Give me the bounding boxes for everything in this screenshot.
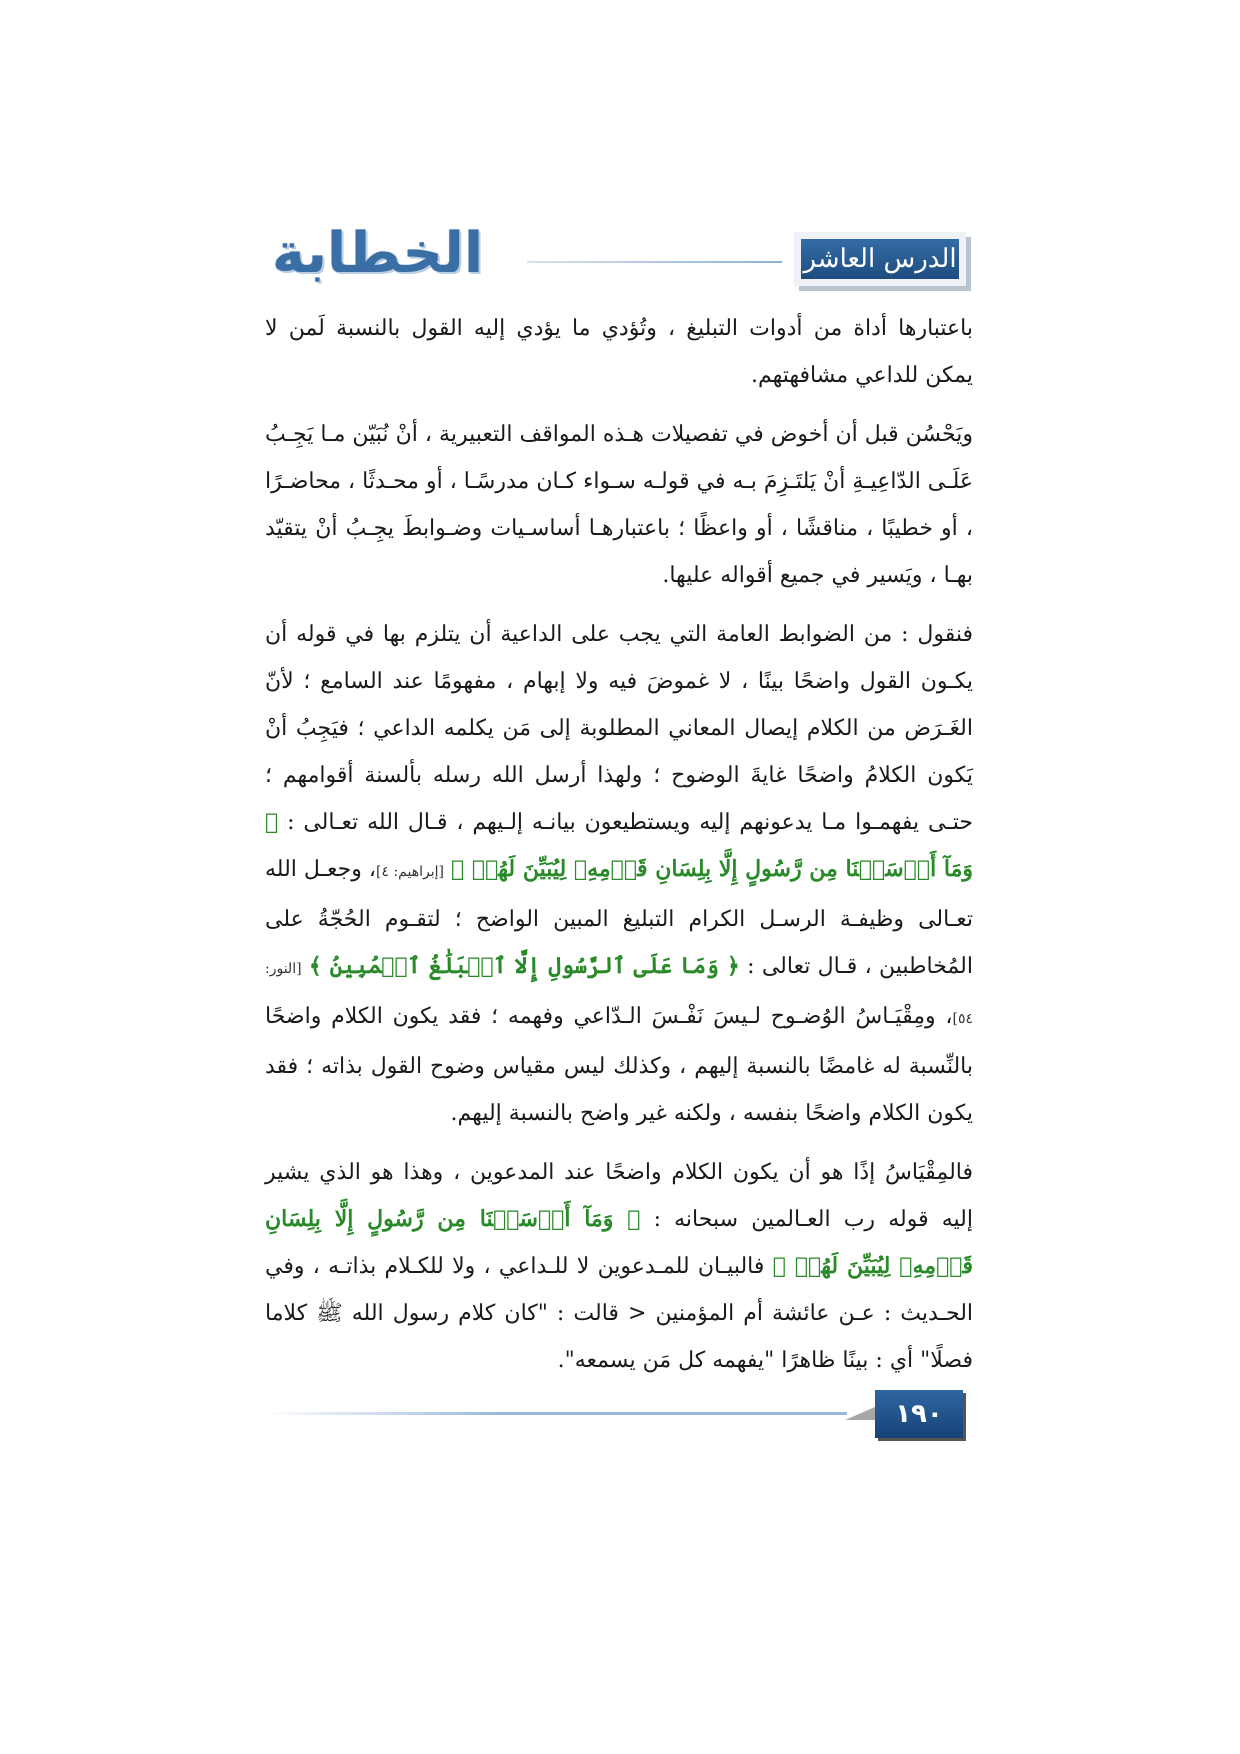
body-text xyxy=(265,305,973,1396)
paragraph-4-text-c: قالت : "كان كلام رسول الله ﷺ كلاما فصلًا" أي : بينًا ظاهرًا "يفهمه كل مَن يسمعه". xyxy=(265,1301,973,1373)
quran-verse-2: ﴿ وَمَا عَلَى ٱلرَّسُولِ إِلَّا ٱلۡبَلَٰغُ ٱلۡمُبِينُ ﴾ xyxy=(308,953,740,979)
header-divider xyxy=(527,261,782,263)
footer-shadow-wedge xyxy=(845,1407,875,1420)
paragraph-2: ويَحْسُن قبل أن أخوض في تفصيلات هـذه المواقف التعبيرية ، أنْ نُبَيّن مـا يَجِـبُ عَلَـى الدّاعِيـةِ أنْ يَلتَـزِمَ بـه في قولـه سـواء كـان مدرسًـا ، أو محـدثًا ، محاضـرًا ، أو خطيبًا ، مناقشًا ، أو واعظًا ؛ باعتبارهـا أساسـيات وضـوابطَ يجِـبُ أنْ يتقيّد بهـا ، ويَسير في جميع أقواله عليها. xyxy=(265,422,973,588)
honorific-marker: < xyxy=(627,1301,647,1326)
lesson-badge xyxy=(794,232,966,286)
quran-verse-1: ﴿ وَمَآ أَرۡسَلۡنَا مِن رَّسُولٍ إِلَّا بِلِسَانِ قَوۡمِهِۦ لِيُبَيِّنَ لَهُمۡ ﴾ xyxy=(265,809,973,882)
page-header xyxy=(262,221,972,292)
lesson-label: الدرس العاشر xyxy=(801,239,959,279)
footer-divider xyxy=(265,1412,847,1415)
paragraph-1: باعتبارها أداة من أدوات التبليغ ، وتُؤدي ما يؤدي إليه القول بالنسبة لَمن لا يمكن للداعي مشافهتهم. xyxy=(265,316,973,388)
paragraph-3-text-a: فنقول : من الضوابط العامة التي يجب على الداعية أن يتلزم بها في قوله أن يكـون القول واضحًا بينًا ، لا غموضَ فيه ولا إبهام ، مفهومًا عند السامع ؛ لأنّ الغَـرَض من الكلام إيصال المعاني المطلوبة إلى مَن يكلمه الداعي ؛ فيَجِبُ أنْ يَكون الكلامُ واضحًا غايةَ الوضوح ؛ ولهذا أرسل الله رسله بألسنة أقوامهم ؛ حتـى يفهمـوا مـا يدعونهم إليه ويستطيعون بيانـه إلـيهم ، قـال الله تعـالى : xyxy=(265,622,973,835)
paragraph-3-text-c: ، ومِقْيَـاسُ الوُضـوح لـيسَ نَفْـسَ الـدّاعي وفهمه ؛ فقد يكون الكلام واضحًا بالنِّسبة له غامضًا بالنسبة إليهم ، وكذلك ليس مقياس وضوح القول بذاته ؛ فقد يكون الكلام واضحًا بنفسه ، ولكنه غير واضح بالنسبة إليهم. xyxy=(265,1004,973,1126)
paragraph-4-text-a: فالمِقْيَاسُ إذًا هو أن يكون الكلام واضحًا عند المدعوين ، وهذا هو الذي يشير إليه قوله رب العـالمين سبحانه : xyxy=(265,1160,973,1232)
verse-reference-2: [النور: ٥٤] xyxy=(265,961,973,1027)
book-title: الخطابة xyxy=(272,221,484,286)
page-number: ١٩٠ xyxy=(875,1390,963,1438)
page-footer xyxy=(265,1390,975,1438)
paragraph-4-text-b: فالبيـان للمـدعوين لا للـداعي ، ولا للكـلام بذاتـه ، وفي الحـديث : عـن عائشة أم المؤمنين xyxy=(265,1254,974,1326)
paragraph-3 xyxy=(265,611,973,1137)
paragraph-3-text-b: ، وجعـل الله تعـالى وظيفـة الرسـل الكرام التبليغ المبين الواضح ؛ لتقـوم الحُجّةُ على المُخاطبين ، قـال تعالى : xyxy=(265,857,973,979)
paragraph-4 xyxy=(265,1149,973,1384)
quran-verse-3: ﴿ وَمَآ أَرۡسَلۡنَا مِن رَّسُولٍ إِلَّا بِلِسَانِ قَوۡمِهِۦ لِيُبَيِّنَ لَهُمۡ ﴾ xyxy=(265,1206,974,1279)
verse-reference-1: [إبراهيم: ٤] xyxy=(375,864,444,880)
